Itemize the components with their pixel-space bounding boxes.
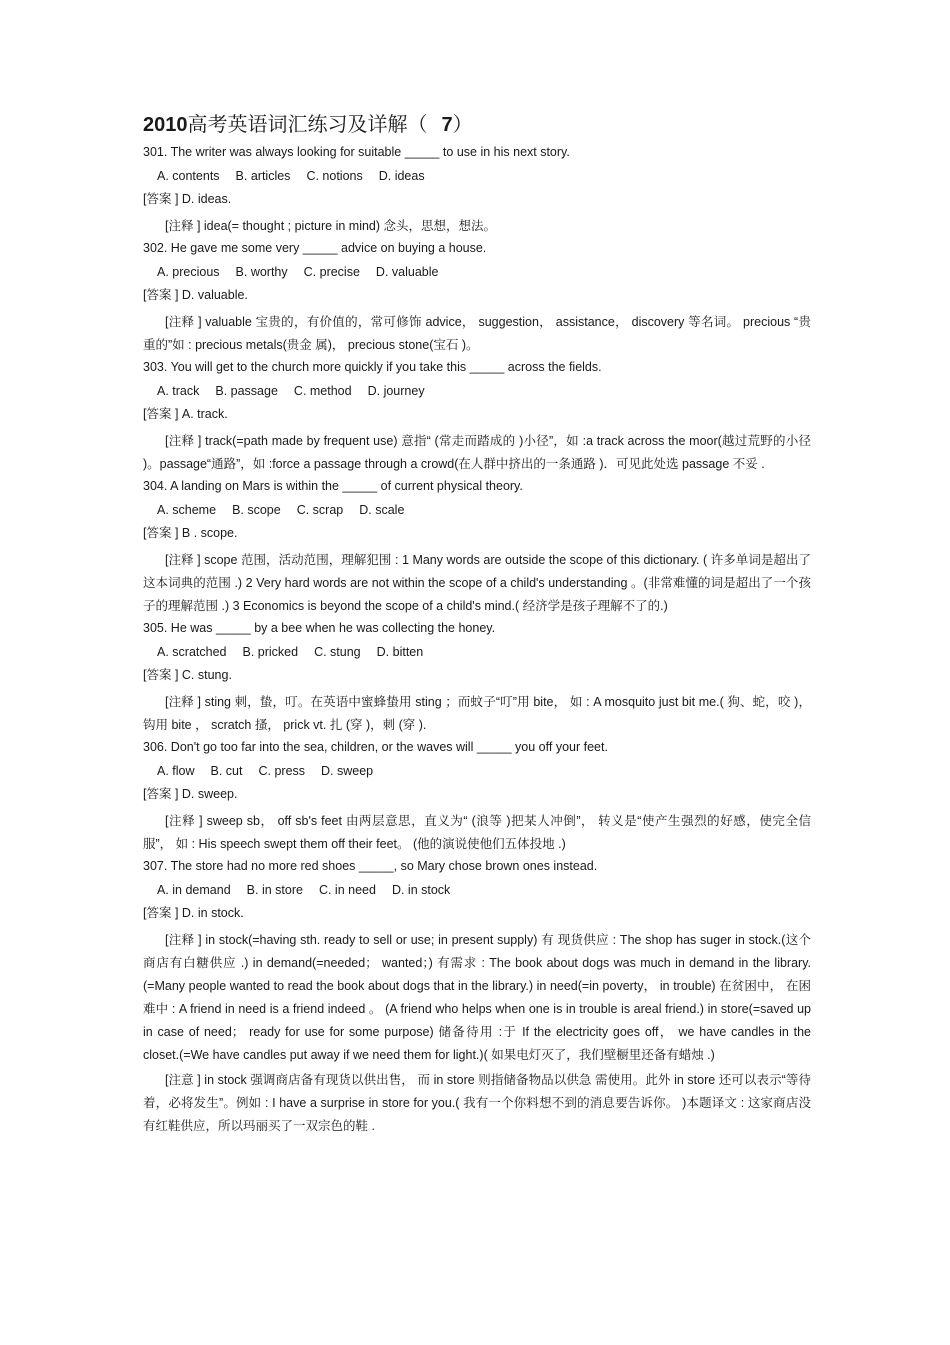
note-paragraph: [注释 ] scope 范围，活动范围，理解犯围 : 1 Many words are outside the scope of this dictionary. ( 许多单词是超出了这本词典的范围 .) 2 Very hard words are not within the scope of a child's understanding 。(非常难懂的词是超出了一个孩子的理解范围 .) 3 Economics is beyond the scope of a child's mind.( 经济学是孩子理解不了的.) [143, 553, 811, 613]
note-paragraph: [注释 ] valuable 宝贵的，有价值的，常可修饰 advice， suggestion， assistance， discovery 等名词。 precious “贵重的”如 : precious metals(贵金 属)， precious stone(宝石 )。 [143, 315, 811, 352]
option-item: A. scheme [157, 503, 217, 517]
question-text: 306. Don't go too far into the sea, children, or the waves will _____ you off your feet. [143, 740, 608, 754]
answer-options [157, 763, 811, 779]
answer-line: [答案 ] D. valuable. [143, 288, 248, 302]
option-item: D. scale [359, 503, 405, 517]
question-block [143, 240, 811, 357]
option-item: C. stung [314, 645, 361, 659]
answer-options [157, 882, 811, 898]
option-item: B. in store [246, 883, 303, 897]
note-paragraph: [注释 ] track(=path made by frequent use) 意指“ (常走而踏成的 )小径”，如 :a track across the moor(越过荒野的小径 )。passage“通路”，如 :force a passage through a crowd(在人群中挤出的一条通路 )．可见此处选 passage 不妥 . [143, 434, 811, 471]
question-text: 302. He gave me some very _____ advice on buying a house. [143, 241, 487, 255]
question-block [143, 620, 811, 737]
answer-line: [答案 ] D. ideas. [143, 192, 232, 206]
answer-options [157, 264, 811, 280]
answer-line: [答案 ] D. sweep. [143, 787, 238, 801]
answer-options [157, 502, 811, 518]
note-paragraph: [注意 ] in stock 强调商店备有现货以供出售， 而 in store 则指储备物品以供急 需使用。此外 in store 还可以表示“等待着，必将发生”。例如 : I have a surprise in store for you.( 我有一个你料想不到的消息要告诉你。 )本题译文 : 这家商店没有红鞋供应，所以玛丽买了一双宗色的鞋 . [143, 1073, 811, 1133]
title-text: 高考英语词汇练习及详解（ [187, 114, 428, 136]
question-block [143, 858, 811, 1138]
question-block [143, 144, 811, 238]
option-item: B. articles [235, 169, 291, 183]
option-item: D. journey [367, 384, 425, 398]
answer-line: [答案 ] D. in stock. [143, 906, 244, 920]
option-item: B. cut [210, 764, 243, 778]
option-item: B. worthy [235, 265, 288, 279]
question-list [143, 144, 811, 1138]
answer-line: [答案 ] A. track. [143, 407, 228, 421]
document-page [143, 112, 811, 1140]
question-block [143, 739, 811, 856]
answer-line: [答案 ] B . scope. [143, 526, 238, 540]
option-item: A. track [157, 384, 200, 398]
option-item: D. bitten [376, 645, 424, 659]
option-item: D. valuable [375, 265, 439, 279]
option-item: A. precious [157, 265, 220, 279]
option-item: B. scope [232, 503, 281, 517]
option-item: A. in demand [157, 883, 231, 897]
question-text: 301. The writer was always looking for suitable _____ to use in his next story. [143, 145, 570, 159]
title-close: ） [452, 114, 473, 136]
page-title [143, 112, 811, 138]
question-text: 304. A landing on Mars is within the _____ of current physical theory. [143, 479, 523, 493]
option-item: C. method [293, 384, 352, 398]
option-item: A. scratched [157, 645, 227, 659]
option-item: C. precise [303, 265, 360, 279]
question-block [143, 478, 811, 618]
title-year: 2010 [143, 114, 188, 136]
answer-line: [答案 ] C. stung. [143, 668, 232, 682]
question-text: 305. He was _____ by a bee when he was collecting the honey. [143, 621, 496, 635]
option-item: A. flow [157, 764, 195, 778]
note-paragraph: [注释 ] idea(= thought ; picture in mind) 念头，思想，想法。 [165, 219, 497, 233]
option-item: D. sweep [321, 764, 374, 778]
question-text: 303. You will get to the church more quickly if you take this _____ across the fields. [143, 360, 602, 374]
option-item: C. notions [306, 169, 363, 183]
answer-options [157, 168, 811, 184]
note-paragraph: [注释 ] in stock(=having sth. ready to sell or use; in present supply) 有 现货供应 : The shop has suger in stock.(这个商店有白糖供应 .) in demand(=needed； wanted；) 有需求 : The book about dogs was much in demand in the library.(=Many people wanted to read the book about dogs that in the library.) in need(=in poverty， in trouble) 在贫困中， 在困难中 : A friend in need is a friend indeed 。 (A friend who helps when one is in trouble is areal friend.) in store(=saved up in case of need； ready for use for some purpose) 储备待用 :于 If the electricity goes off， we have candles in the closet.(=We have candles put away if we need them for light.)( 如果电灯灭了，我们壁橱里还备有蜡烛 .) [143, 933, 811, 1062]
option-item: C. scrap [296, 503, 344, 517]
option-item: C. press [258, 764, 306, 778]
answer-options [157, 383, 811, 399]
note-paragraph: [注释 ] sting 刺，蛰，叮。在英语中蜜蜂蛰用 sting ；而蚊子“叮”用 bite， 如 : A mosquito just bit me.( 狗、蛇，咬 )，钩用 bite ， scratch 搔， prick vt. 扎 (穿 )，刺 (穿 ). [143, 695, 811, 732]
question-text: 307. The store had no more red shoes _____, so Mary chose brown ones instead. [143, 859, 598, 873]
option-item: A. contents [157, 169, 220, 183]
option-item: B. passage [215, 384, 278, 398]
option-item: B. pricked [242, 645, 299, 659]
option-item: C. in need [318, 883, 376, 897]
question-block [143, 359, 811, 476]
option-item: D. in stock [391, 883, 451, 897]
note-paragraph: [注释 ] sweep sb， off sb's feet 由两层意思，直义为“ (浪等 )把某人冲倒”， 转义是“使产生强烈的好感，使完全信服”， 如 : His speech swept them off their feet。 (他的演说使他们五体投地 .) [143, 814, 811, 851]
title-number: 7 [441, 114, 453, 136]
answer-options [157, 644, 811, 660]
option-item: D. ideas [378, 169, 425, 183]
